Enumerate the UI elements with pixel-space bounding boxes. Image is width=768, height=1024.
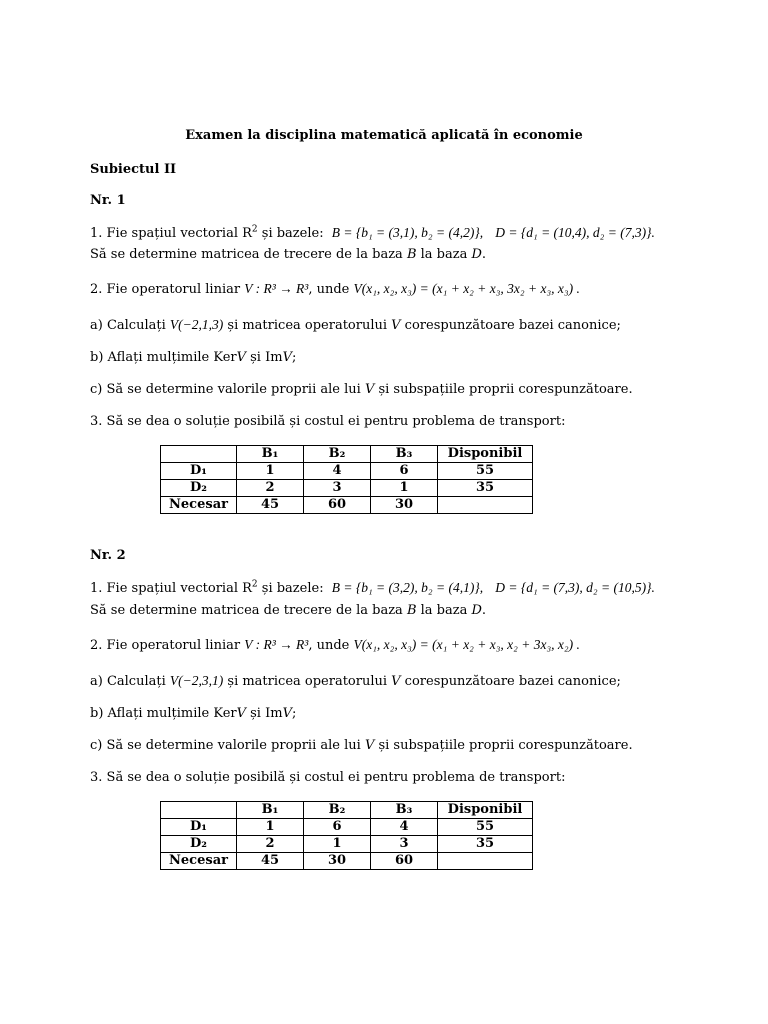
table-header-cell: Disponibil [438,802,533,819]
item-1-line2-text: Să se determine matricea de trecere de la baza [90,603,407,618]
section-1-item-3: 3. Să se dea o soluție posibilă și costul ei pentru problema de transport: [90,414,566,429]
item-1-sup: 2 [251,224,258,235]
item-1-text: 1. Fie spațiul vectorial R [90,581,252,596]
section-1-item-b [90,350,296,366]
table-cell: 2 [237,836,304,853]
basis-b-symbol: B [406,603,417,618]
item-a-text: a) Calculați [90,318,166,333]
operator-map-formula: V : R³ → R³ [244,637,309,652]
operator-symbol: V [364,382,375,397]
table-row [161,497,533,514]
item-a-text-3: corespunzătoare bazei canonice; [400,674,621,689]
section-2-item-3: 3. Să se dea o soluție posibilă și costul ei pentru problema de transport: [90,770,566,785]
table-cell: 60 [371,853,438,870]
table-cell: 1 [371,480,438,497]
table-cell: 55 [438,819,533,836]
item-2-unde: , unde [308,282,350,297]
section-1-item-1-line-1 [90,225,655,242]
section-1-item-a [90,317,621,334]
item-b-text-2: și Im [246,706,283,721]
section-2-item-c [90,738,633,754]
item-1-line2-text-2: la baza [416,603,472,618]
item-1-text-mid: și bazele: [257,581,324,596]
table-cell: 35 [438,480,533,497]
operator-symbol: V [364,738,375,753]
item-b-text-2: și Im [246,350,283,365]
table-header-cell: B₂ [304,802,371,819]
table-header-row [161,802,533,819]
item-b-end: ; [291,350,297,365]
operator-value-formula: V(−2,1,3) [169,317,224,332]
section-2-item-b [90,706,296,722]
table-header-cell: B₁ [237,802,304,819]
table-row-label: Necesar [161,497,237,514]
table-header-cell: B₃ [371,802,438,819]
table-row-label: D₁ [161,463,237,480]
table-cell: 1 [237,819,304,836]
table-cell: 60 [304,497,371,514]
operator-value-formula: V(−2,3,1) [169,673,224,688]
table-row-label: D₂ [161,480,237,497]
table-cell: 3 [304,480,371,497]
basis-d-formula: D = {d₁ = (7,3), d₂ = (10,5)}. [495,580,655,595]
operator-definition-formula: V(x₁, x₂, x₃) = (x₁ + x₂ + x₃, 3x₂ + x₃, x₃) . [353,281,580,296]
section-1-item-2 [90,281,580,298]
im-v-symbol: V [282,350,292,365]
section-1-item-c [90,382,633,398]
table-row-label: D₂ [161,836,237,853]
item-c-text-2: și subspațiile proprii corespunzătoare. [374,738,633,753]
table-cell: 35 [438,836,533,853]
item-1-line2-end: . [481,247,487,262]
item-2-text: 2. Fie operatorul liniar [90,282,241,297]
item-1-line2-end: . [481,603,487,618]
section-2-item-1-line-1 [90,580,655,597]
item-1-line2-text-2: la baza [416,247,472,262]
operator-map-formula: V : R³ → R³ [244,281,309,296]
item-2-text: 2. Fie operatorul liniar [90,638,241,653]
item-b-end: ; [291,706,297,721]
item-c-text-2: și subspațiile proprii corespunzătoare. [374,382,633,397]
table-row [161,836,533,853]
table-row [161,853,533,870]
table-cell: 45 [237,497,304,514]
table-header-cell: B₂ [304,446,371,463]
item-1-text-mid: și bazele: [257,226,324,241]
basis-d-formula: D = {d₁ = (10,4), d₂ = (7,3)}. [495,225,655,240]
item-b-text: b) Aflați mulțimile Ker [90,706,237,721]
item-c-text: c) Să se determine valorile proprii ale lui [90,382,365,397]
item-a-text: a) Calculați [90,674,166,689]
document-title: Examen la disciplina matematică aplicată în economie [185,128,583,143]
table-cell [438,853,533,870]
table-cell: 6 [371,463,438,480]
table-header-cell: Disponibil [438,446,533,463]
table-cell: 1 [237,463,304,480]
section-2-item-2 [90,637,580,654]
section-1-heading: Nr. 1 [90,193,126,208]
operator-symbol: V [391,318,401,333]
table-cell: 30 [304,853,371,870]
table-row-label: Necesar [161,853,237,870]
basis-d-symbol: D [471,247,482,262]
ker-v-symbol: V [236,350,246,365]
item-1-text: 1. Fie spațiul vectorial R [90,226,252,241]
table-cell: 45 [237,853,304,870]
transport-table-2 [160,801,533,870]
table-cell: 4 [371,819,438,836]
table-cell: 55 [438,463,533,480]
table-cell: 30 [371,497,438,514]
item-c-text: c) Să se determine valorile proprii ale lui [90,738,365,753]
section-1-item-1-line-2 [90,247,486,263]
item-a-text-2: și matricea operatorului [223,674,392,689]
section-2-item-a [90,673,621,690]
item-a-text-2: și matricea operatorului [223,318,392,333]
basis-b-formula: B = {b₁ = (3,2), b₂ = (4,1)}, [331,580,484,595]
basis-b-symbol: B [406,247,417,262]
section-2-item-1-line-2 [90,603,486,619]
table-row [161,819,533,836]
section-2-heading: Nr. 2 [90,548,126,563]
table-header-cell: B₃ [371,446,438,463]
item-b-text: b) Aflați mulțimile Ker [90,350,237,365]
table-cell [161,446,237,463]
table-row [161,480,533,497]
operator-definition-formula: V(x₁, x₂, x₃) = (x₁ + x₂ + x₃, x₂ + 3x₃, x₂) . [353,637,580,652]
table-cell: 6 [304,819,371,836]
table-cell [438,497,533,514]
ker-v-symbol: V [236,706,246,721]
table-row [161,463,533,480]
im-v-symbol: V [282,706,292,721]
item-1-sup: 2 [251,579,258,590]
table-header-cell: B₁ [237,446,304,463]
item-a-text-3: corespunzătoare bazei canonice; [400,318,621,333]
table-row-label: D₁ [161,819,237,836]
item-1-line2-text: Să se determine matricea de trecere de la baza [90,247,407,262]
table-cell: 4 [304,463,371,480]
table-header-row [161,446,533,463]
table-cell: 1 [304,836,371,853]
item-2-unde: , unde [308,638,350,653]
table-cell [161,802,237,819]
table-cell: 3 [371,836,438,853]
basis-b-formula: B = {b₁ = (3,1), b₂ = (4,2)}, [331,225,484,240]
subject-heading: Subiectul II [90,162,177,177]
basis-d-symbol: D [471,603,482,618]
table-cell: 2 [237,480,304,497]
transport-table-1 [160,445,533,514]
operator-symbol: V [391,674,401,689]
